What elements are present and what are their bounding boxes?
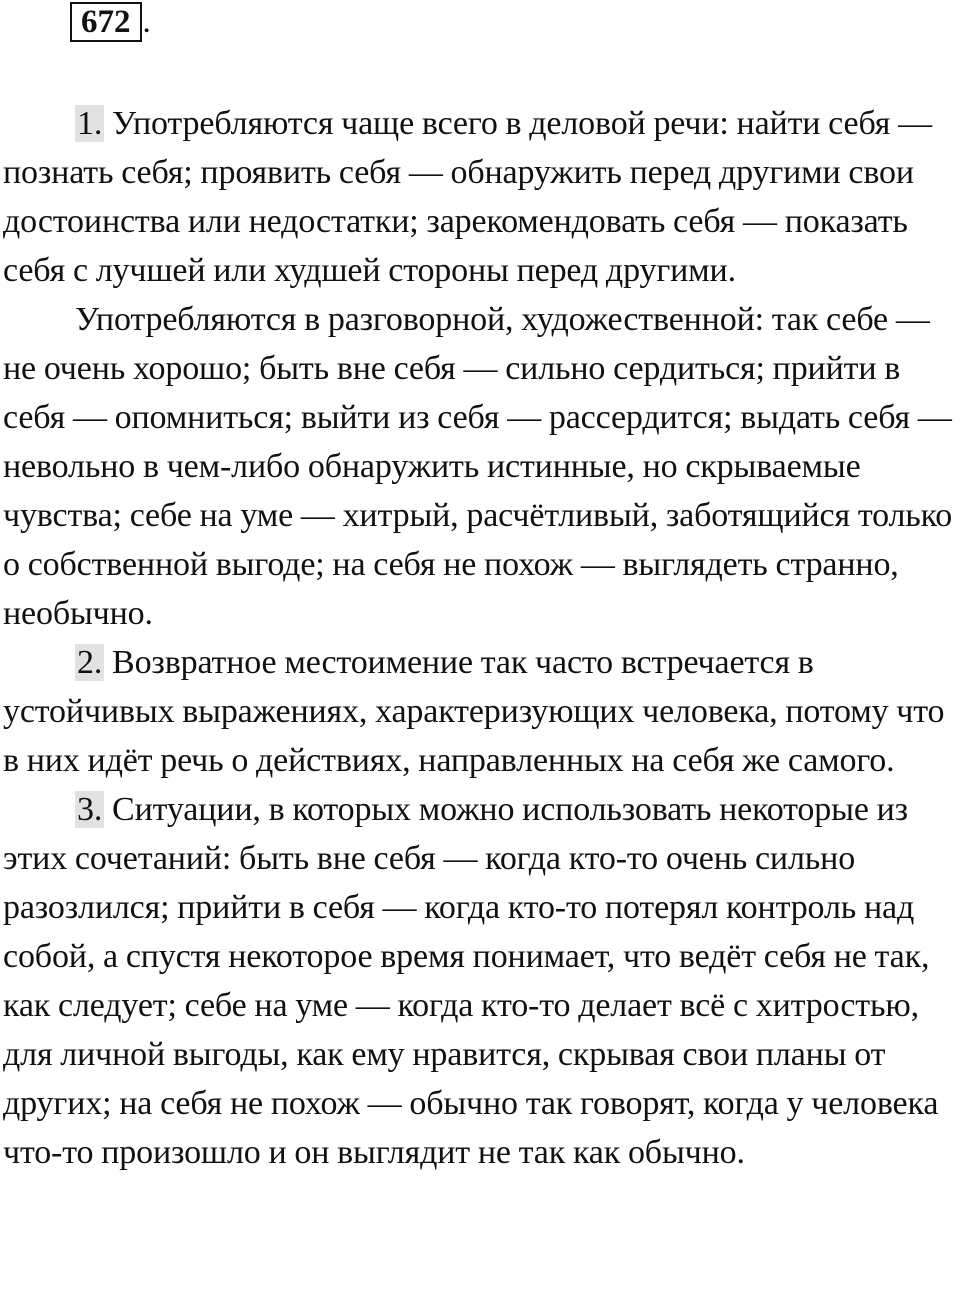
paragraph-3 [3,638,960,785]
paragraph-1-text: Употребляются чаще всего в деловой речи: найти себя — познать себя; проявить себя — обнаружить перед другими свои достоинства или недостатки; зарекомендовать себя — показать себя с лучшей или худшей стороны перед другими. [3,105,932,289]
answer-text [3,99,960,1177]
task-number-badge [70,2,151,42]
paragraph-3-text: Возвратное местоимение так часто встречается в устойчивых выражениях, характеризующих человека, потому что в них идёт речь о действиях, направленных на себя же самого. [3,644,945,779]
item-number-2: 2. [77,644,103,681]
paragraph-4-text: Ситуации, в которых можно использовать некоторые из этих сочетаний: быть вне себя — когда кто-то очень сильно разозлился; прийти в себя — когда кто-то потерял контроль над собой, а спустя некоторое время понимает, что ведёт себя не так, как следует; себе на уме — когда кто-то делает всё с хитростью, для личной выгоды, как ему нравится, скрывая свои планы от других; на себя не похож — обычно так говорят, когда у человека что-то произошло и он выглядит не так как обычно. [3,791,939,1171]
paragraph-2-text: Употребляются в разговорной, художественной: так себе — не очень хорошо; быть вне себя — сильно сердиться; прийти в себя — опомниться; выйти из себя — рассердится; выдать себя — невольно в чем-либо обнаружить истинные, но скрываемые чувства; себе на уме — хитрый, расчётливый, заботящийся только о собственной выгоде; на себя не похож — выглядеть странно, необычно. [3,301,953,632]
task-number: 672 [70,2,142,42]
task-number-suffix: . [142,3,151,40]
item-number-3: 3. [77,791,103,828]
paragraph-2 [3,295,960,638]
paragraph-1 [3,99,960,295]
paragraph-4 [3,785,960,1177]
item-number-1: 1. [77,105,103,142]
